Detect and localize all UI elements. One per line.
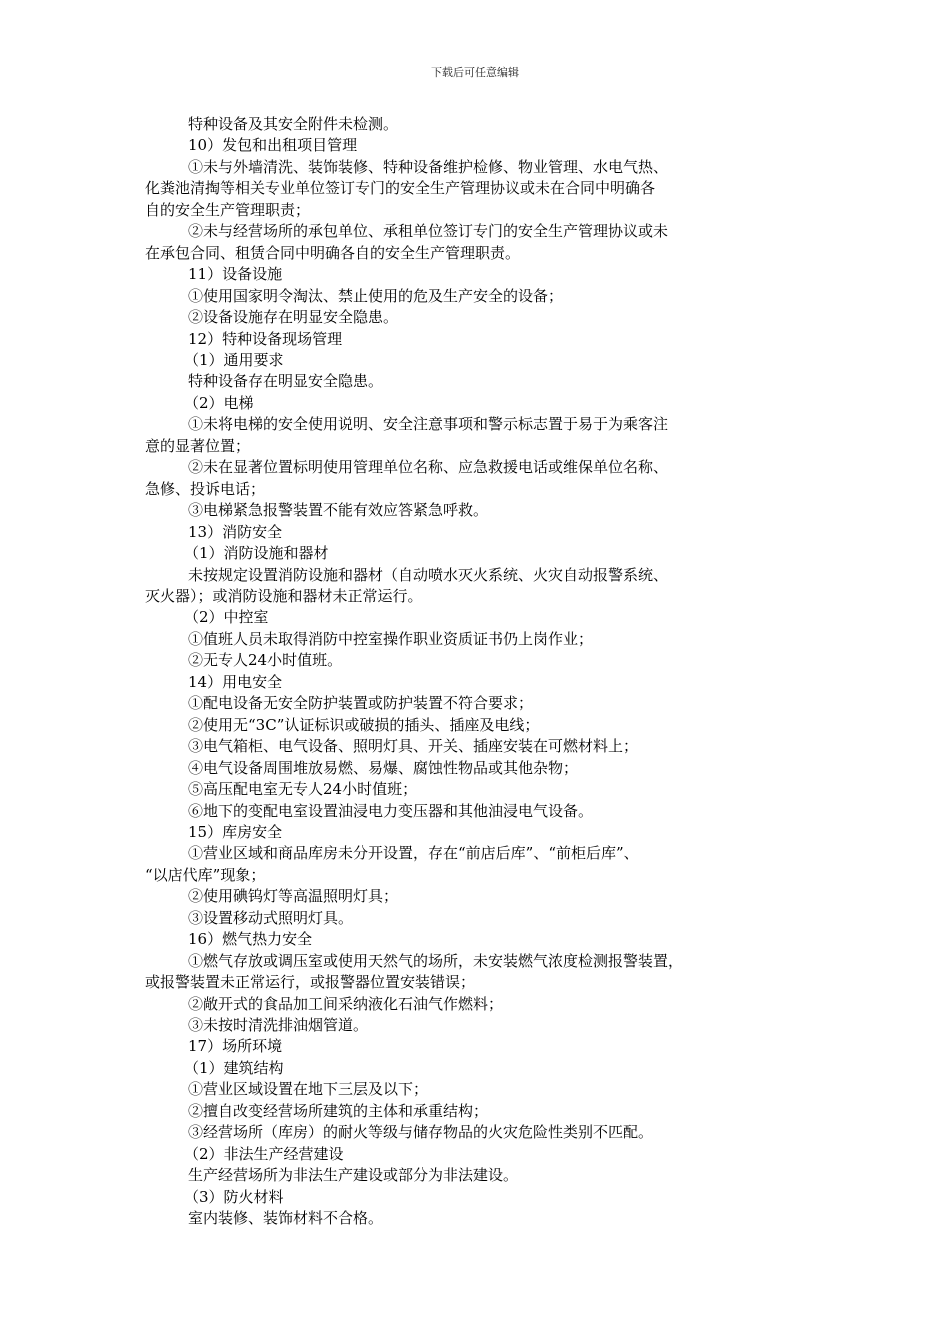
text-line: 室内装修、装饰材料不合格。 bbox=[188, 1209, 384, 1228]
text-line: ③设置移动式照明灯具。 bbox=[188, 908, 354, 927]
text-line: （1）通用要求 bbox=[184, 350, 284, 369]
text-line: 17）场所环境 bbox=[188, 1037, 283, 1056]
text-line: ⑥地下的变配电室设置油浸电力变压器和其他油浸电气设备。 bbox=[188, 801, 594, 820]
text-line: ③经营场所（库房）的耐火等级与储存物品的火灾危险性类别不匹配。 bbox=[188, 1123, 654, 1142]
text-line: （1）建筑结构 bbox=[184, 1058, 284, 1077]
text-line: ③未按时清洗排油烟管道。 bbox=[188, 1016, 369, 1035]
text-line: ①未与外墙清洗、装饰装修、特种设备维护检修、物业管理、水电气热、 bbox=[188, 157, 669, 176]
text-line: ③电气箱柜、电气设备、照明灯具、开关、插座安装在可燃材料上； bbox=[188, 737, 639, 756]
text-line: ④电气设备周围堆放易燃、易爆、腐蚀性物品或其他杂物； bbox=[188, 758, 579, 777]
text-line: 生产经营场所为非法生产建设或部分为非法建设。 bbox=[188, 1166, 519, 1185]
text-line: 急修、投诉电话； bbox=[145, 479, 266, 498]
text-line: 在承包合同、租赁合同中明确各自的安全生产管理职责。 bbox=[145, 243, 521, 262]
text-line: （2）中控室 bbox=[184, 608, 269, 627]
text-line: “以店代库”现象； bbox=[145, 865, 266, 884]
text-line: ③电梯紧急报警装置不能有效应答紧急呼救。 bbox=[188, 501, 489, 520]
text-line: ②未与经营场所的承包单位、承租单位签订专门的安全生产管理协议或未 bbox=[188, 222, 669, 241]
text-line: （1）消防设施和器材 bbox=[184, 544, 329, 563]
text-line: 特种设备及其安全附件未检测。 bbox=[188, 115, 399, 133]
text-line: 10）发包和出租项目管理 bbox=[188, 136, 358, 155]
text-line: ②使用碘钨灯等高温照明灯具； bbox=[188, 887, 399, 906]
text-line: 11）设备设施 bbox=[188, 265, 283, 284]
text-line: ⑤高压配电室无专人24小时值班； bbox=[188, 780, 418, 799]
text-line: 13）消防安全 bbox=[188, 522, 283, 541]
text-line: ①营业区域和商品库房未分开设置，存在“前店后库”、“前柜后库”、 bbox=[188, 844, 639, 863]
document-body bbox=[145, 114, 785, 1230]
text-line: 12）特种设备现场管理 bbox=[188, 329, 343, 348]
text-line: 灭火器）；或消防设施和器材未正常运行。 bbox=[145, 586, 423, 605]
text-line: 意的显著位置； bbox=[145, 436, 251, 455]
text-line: 自的安全生产管理职责； bbox=[145, 200, 311, 219]
text-line: ②设备设施存在明显安全隐患。 bbox=[188, 308, 399, 327]
text-line: 16）燃气热力安全 bbox=[188, 930, 313, 949]
text-line: 特种设备存在明显安全隐患。 bbox=[188, 372, 384, 391]
text-line: （3）防火材料 bbox=[184, 1187, 284, 1206]
text-line: ②使用无“3C”认证标识或破损的插头、插座及电线； bbox=[188, 715, 540, 734]
page-header: 下载后可任意编辑 bbox=[431, 66, 519, 79]
text-line: 15）库房安全 bbox=[188, 822, 283, 841]
text-line: ②擅自改变经营场所建筑的主体和承重结构； bbox=[188, 1101, 489, 1120]
text-line: ①值班人员未取得消防中控室操作职业资质证书仍上岗作业； bbox=[188, 629, 594, 648]
text-line: ①营业区域设置在地下三层及以下； bbox=[188, 1080, 429, 1099]
text-line: ①使用国家明令淘汰、禁止使用的危及生产安全的设备； bbox=[188, 286, 564, 305]
text-line: 化粪池清掏等相关专业单位签订专门的安全生产管理协议或未在合同中明确各 bbox=[145, 179, 656, 198]
text-line: 14）用电安全 bbox=[188, 672, 283, 691]
text-line: ①燃气存放或调压室或使用天然气的场所，未安装燃气浓度检测报警装置， bbox=[188, 951, 684, 970]
text-line: ①配电设备无安全防护装置或防护装置不符合要求； bbox=[188, 694, 534, 713]
text-line: 未按规定设置消防设施和器材（自动喷水灭火系统、火灾自动报警系统、 bbox=[188, 565, 669, 584]
text-line: ②无专人24小时值班。 bbox=[188, 651, 343, 670]
text-line: （2）非法生产经营建设 bbox=[184, 1144, 344, 1163]
text-line: （2）电梯 bbox=[184, 393, 254, 412]
text-line: ②未在显著位置标明使用管理单位名称、应急救援电话或维保单位名称、 bbox=[188, 458, 669, 477]
text-line: ①未将电梯的安全使用说明、安全注意事项和警示标志置于易于为乘客注 bbox=[188, 415, 669, 434]
text-line: ②敞开式的食品加工间采纳液化石油气作燃料； bbox=[188, 994, 504, 1013]
text-line: 或报警装置未正常运行，或报警器位置安装错误； bbox=[145, 973, 476, 992]
